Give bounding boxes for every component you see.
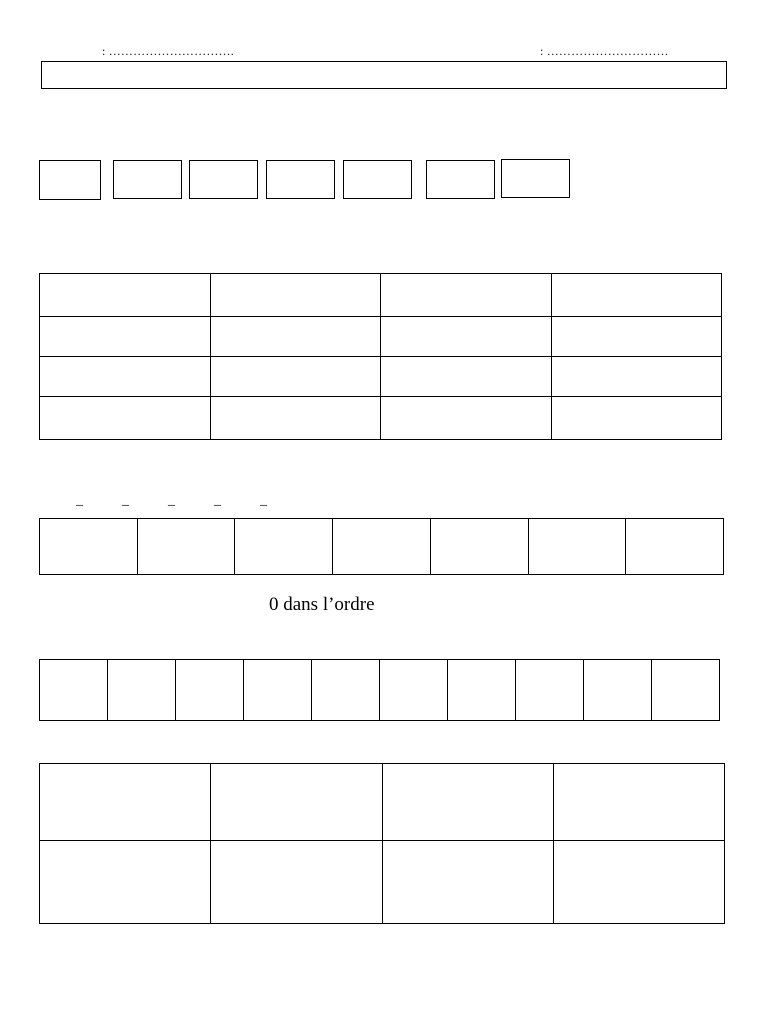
header-right-field[interactable]: : …………………………	[540, 44, 669, 58]
grid-cell[interactable]	[381, 357, 552, 397]
row-table-7	[39, 518, 724, 575]
grid-cell[interactable]	[211, 841, 382, 924]
dash-mark: _	[76, 493, 83, 508]
grid-cell[interactable]	[40, 357, 211, 397]
grid-cell[interactable]	[381, 274, 552, 317]
answer-box[interactable]	[426, 160, 495, 199]
grid-cell[interactable]	[381, 397, 552, 440]
answer-box[interactable]	[113, 160, 182, 199]
header-left-field[interactable]: : ………………………….	[102, 44, 234, 58]
ordering-caption: 0 dans l’ordre	[269, 594, 375, 615]
grid-cell[interactable]	[40, 274, 211, 317]
row-cell[interactable]	[40, 519, 138, 575]
grid-cell[interactable]	[381, 317, 552, 357]
row-cell[interactable]	[584, 660, 652, 721]
dash-mark: _	[260, 493, 267, 508]
dash-mark: _	[168, 493, 175, 508]
answer-box[interactable]	[266, 160, 335, 199]
grid-cell[interactable]	[40, 317, 211, 357]
grid-cell[interactable]	[40, 841, 211, 924]
row-cell[interactable]	[312, 660, 380, 721]
row-cell[interactable]	[380, 660, 448, 721]
grid-table-4x4	[39, 273, 722, 440]
grid-cell[interactable]	[551, 357, 722, 397]
row-cell[interactable]	[528, 519, 626, 575]
grid-cell[interactable]	[553, 764, 724, 841]
grid-cell[interactable]	[551, 317, 722, 357]
row-cell[interactable]	[235, 519, 333, 575]
row-cell[interactable]	[448, 660, 516, 721]
row-cell[interactable]	[137, 519, 235, 575]
row-cell[interactable]	[626, 519, 724, 575]
grid-cell[interactable]	[40, 764, 211, 841]
row-table-10	[39, 659, 720, 721]
grid-cell[interactable]	[210, 397, 381, 440]
grid-cell[interactable]	[211, 764, 382, 841]
title-banner-box	[41, 61, 727, 89]
grid-cell[interactable]	[210, 317, 381, 357]
grid-cell[interactable]	[551, 274, 722, 317]
grid-cell[interactable]	[553, 841, 724, 924]
dash-mark: _	[214, 493, 221, 508]
row-cell[interactable]	[430, 519, 528, 575]
dash-mark: _	[122, 493, 129, 508]
grid-cell[interactable]	[382, 841, 553, 924]
grid-cell[interactable]	[382, 764, 553, 841]
row-cell[interactable]	[244, 660, 312, 721]
row-cell[interactable]	[108, 660, 176, 721]
row-cell[interactable]	[176, 660, 244, 721]
row-cell[interactable]	[333, 519, 431, 575]
grid-cell[interactable]	[551, 397, 722, 440]
answer-box[interactable]	[189, 160, 258, 199]
grid-cell[interactable]	[40, 397, 211, 440]
grid-cell[interactable]	[210, 357, 381, 397]
grid-cell[interactable]	[210, 274, 381, 317]
grid-table-2x4	[39, 763, 725, 924]
answer-box[interactable]	[343, 160, 412, 199]
row-cell[interactable]	[652, 660, 720, 721]
answer-box[interactable]	[39, 160, 101, 200]
row-cell[interactable]	[40, 660, 108, 721]
row-cell[interactable]	[516, 660, 584, 721]
answer-box[interactable]	[501, 159, 570, 198]
